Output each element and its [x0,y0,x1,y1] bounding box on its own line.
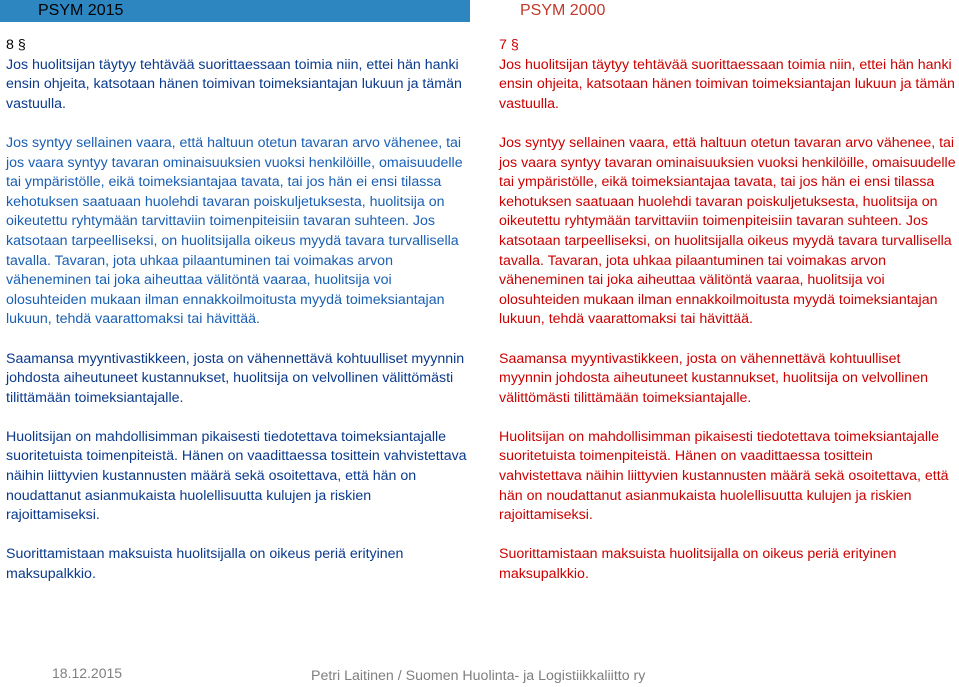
right-column [499,36,957,585]
right-paragraph-4: Huolitsijan on mahdollisimman pikaisesti tiedotettava toimeksiantajalle suoritetuista toimenpiteistä. Hänen on vaadittaessa tosittein vahvistettava näihin liittyvien kustannusten määrä sekä osoitettava, että hän on noudattanut asianmukaista huolellisuutta kulujen ja riskien rajoittamiseksi. [499,428,949,524]
left-paragraph-4: Huolitsijan on mahdollisimman pikaisesti tiedotettava toimeksiantajalle suoritetuista toimenpiteistä. Hänen on vaadittaessa tosittein vahvistettava näihin liittyvien kustannusten määrä sekä osoitettava, että hän on noudattanut asianmukaista huolellisuutta kulujen ja riskien rajoittamiseksi. [6,428,467,524]
right-section-number: 7 § [499,37,519,53]
left-paragraph-2: Jos syntyy sellainen vaara, että haltuun otetun tavaran arvo vähenee, tai jos vaara syntyy tavaran ominaisuuksien vuoksi henkilöille, omaisuudelle tai ympäristölle, eikä toimeksiantajaa tavata, tai jos hän ei ensi tilassa kehotuksen saatuaan huolehdi tavaran poiskuljetuksesta, huolitsija on oikeutettu ryhtymään tarvittaviin toimenpiteisiin tavaran suhteen. Jos katsotaan tarpeelliseksi, on huolitsijalla oikeus myydä tavara turvallisella tavalla. Tavaran, jota uhkaa pilaantuminen tai voimakas arvon väheneminen tai joka aiheuttaa välitöntä vaaraa, huolitsija voi olosuhteiden mukaan ilman ennakkoilmoitusta myydä toimeksiantajan lukuun, tehdä vaarattomaksi tai hävittää. [6,134,463,328]
left-paragraph-5: Suorittamistaan maksuista huolitsijalla on oikeus periä erityinen maksupalkkio. [6,546,404,583]
left-paragraph-1: Jos huolitsijan täytyy tehtävää suorittaessaan toimia niin, ettei hän hanki ensin ohjeita, katsotaan hänen toimivan toimeksiantajan lukuun ja tämän vastuulla. [6,56,462,112]
header-left-title-bar [0,0,470,22]
right-paragraph-5: Suorittamistaan maksuista huolitsijalla on oikeus periä erityinen maksupalkkio. [499,546,897,583]
left-section-number: 8 § [6,37,26,53]
footer-author: Petri Laitinen / Suomen Huolinta- ja Logistiikkaliitto ry [311,668,646,684]
right-paragraph-3: Saamansa myyntivastikkeen, josta on vähennettävä kohtuulliset myynnin johdosta aiheutuneet kustannukset, huolitsija on velvollinen välittömästi tilittämään toimeksiantajalle. [499,350,929,406]
footer-date: 18.12.2015 [52,665,123,681]
left-column [6,36,468,585]
right-title: PSYM 2000 [520,2,606,19]
right-paragraph-2: Jos syntyy sellainen vaara, että haltuun otetun tavaran arvo vähenee, tai jos vaara syntyy tavaran ominaisuuksien vuoksi henkilöille, omaisuudelle tai ympäristölle, eikä toimeksiantajaa tavata, tai jos hän ei ensi tilassa kehotuksen saatuaan huolehdi tavaran poiskuljetuksesta, huolitsija on oikeutettu ryhtymään tarvittaviin toimenpiteisiin tavaran suhteen. Jos katsotaan tarpeelliseksi, on huolitsijalla oikeus myydä tavara turvallisella tavalla. Tavaran, jota uhkaa pilaantuminen tai voimakas arvon väheneminen tai joka aiheuttaa välitöntä vaaraa, huolitsija voi olosuhteiden mukaan ilman ennakkoilmoitusta myydä toimeksiantajan lukuun, tehdä vaarattomaksi tai hävittää. [499,134,956,328]
left-paragraph-3: Saamansa myyntivastikkeen, josta on vähennettävä kohtuulliset myynnin johdosta aiheutuneet kustannukset, huolitsija on velvollinen välittömästi tilittämään toimeksiantajalle. [6,350,465,406]
left-title: PSYM 2015 [38,2,124,19]
right-paragraph-1: Jos huolitsijan täytyy tehtävää suorittaessaan toimia niin, ettei hän hanki ensin ohjeita, katsotaan hänen toimivan toimeksiantajan lukuun ja tämän vastuulla. [499,56,955,112]
